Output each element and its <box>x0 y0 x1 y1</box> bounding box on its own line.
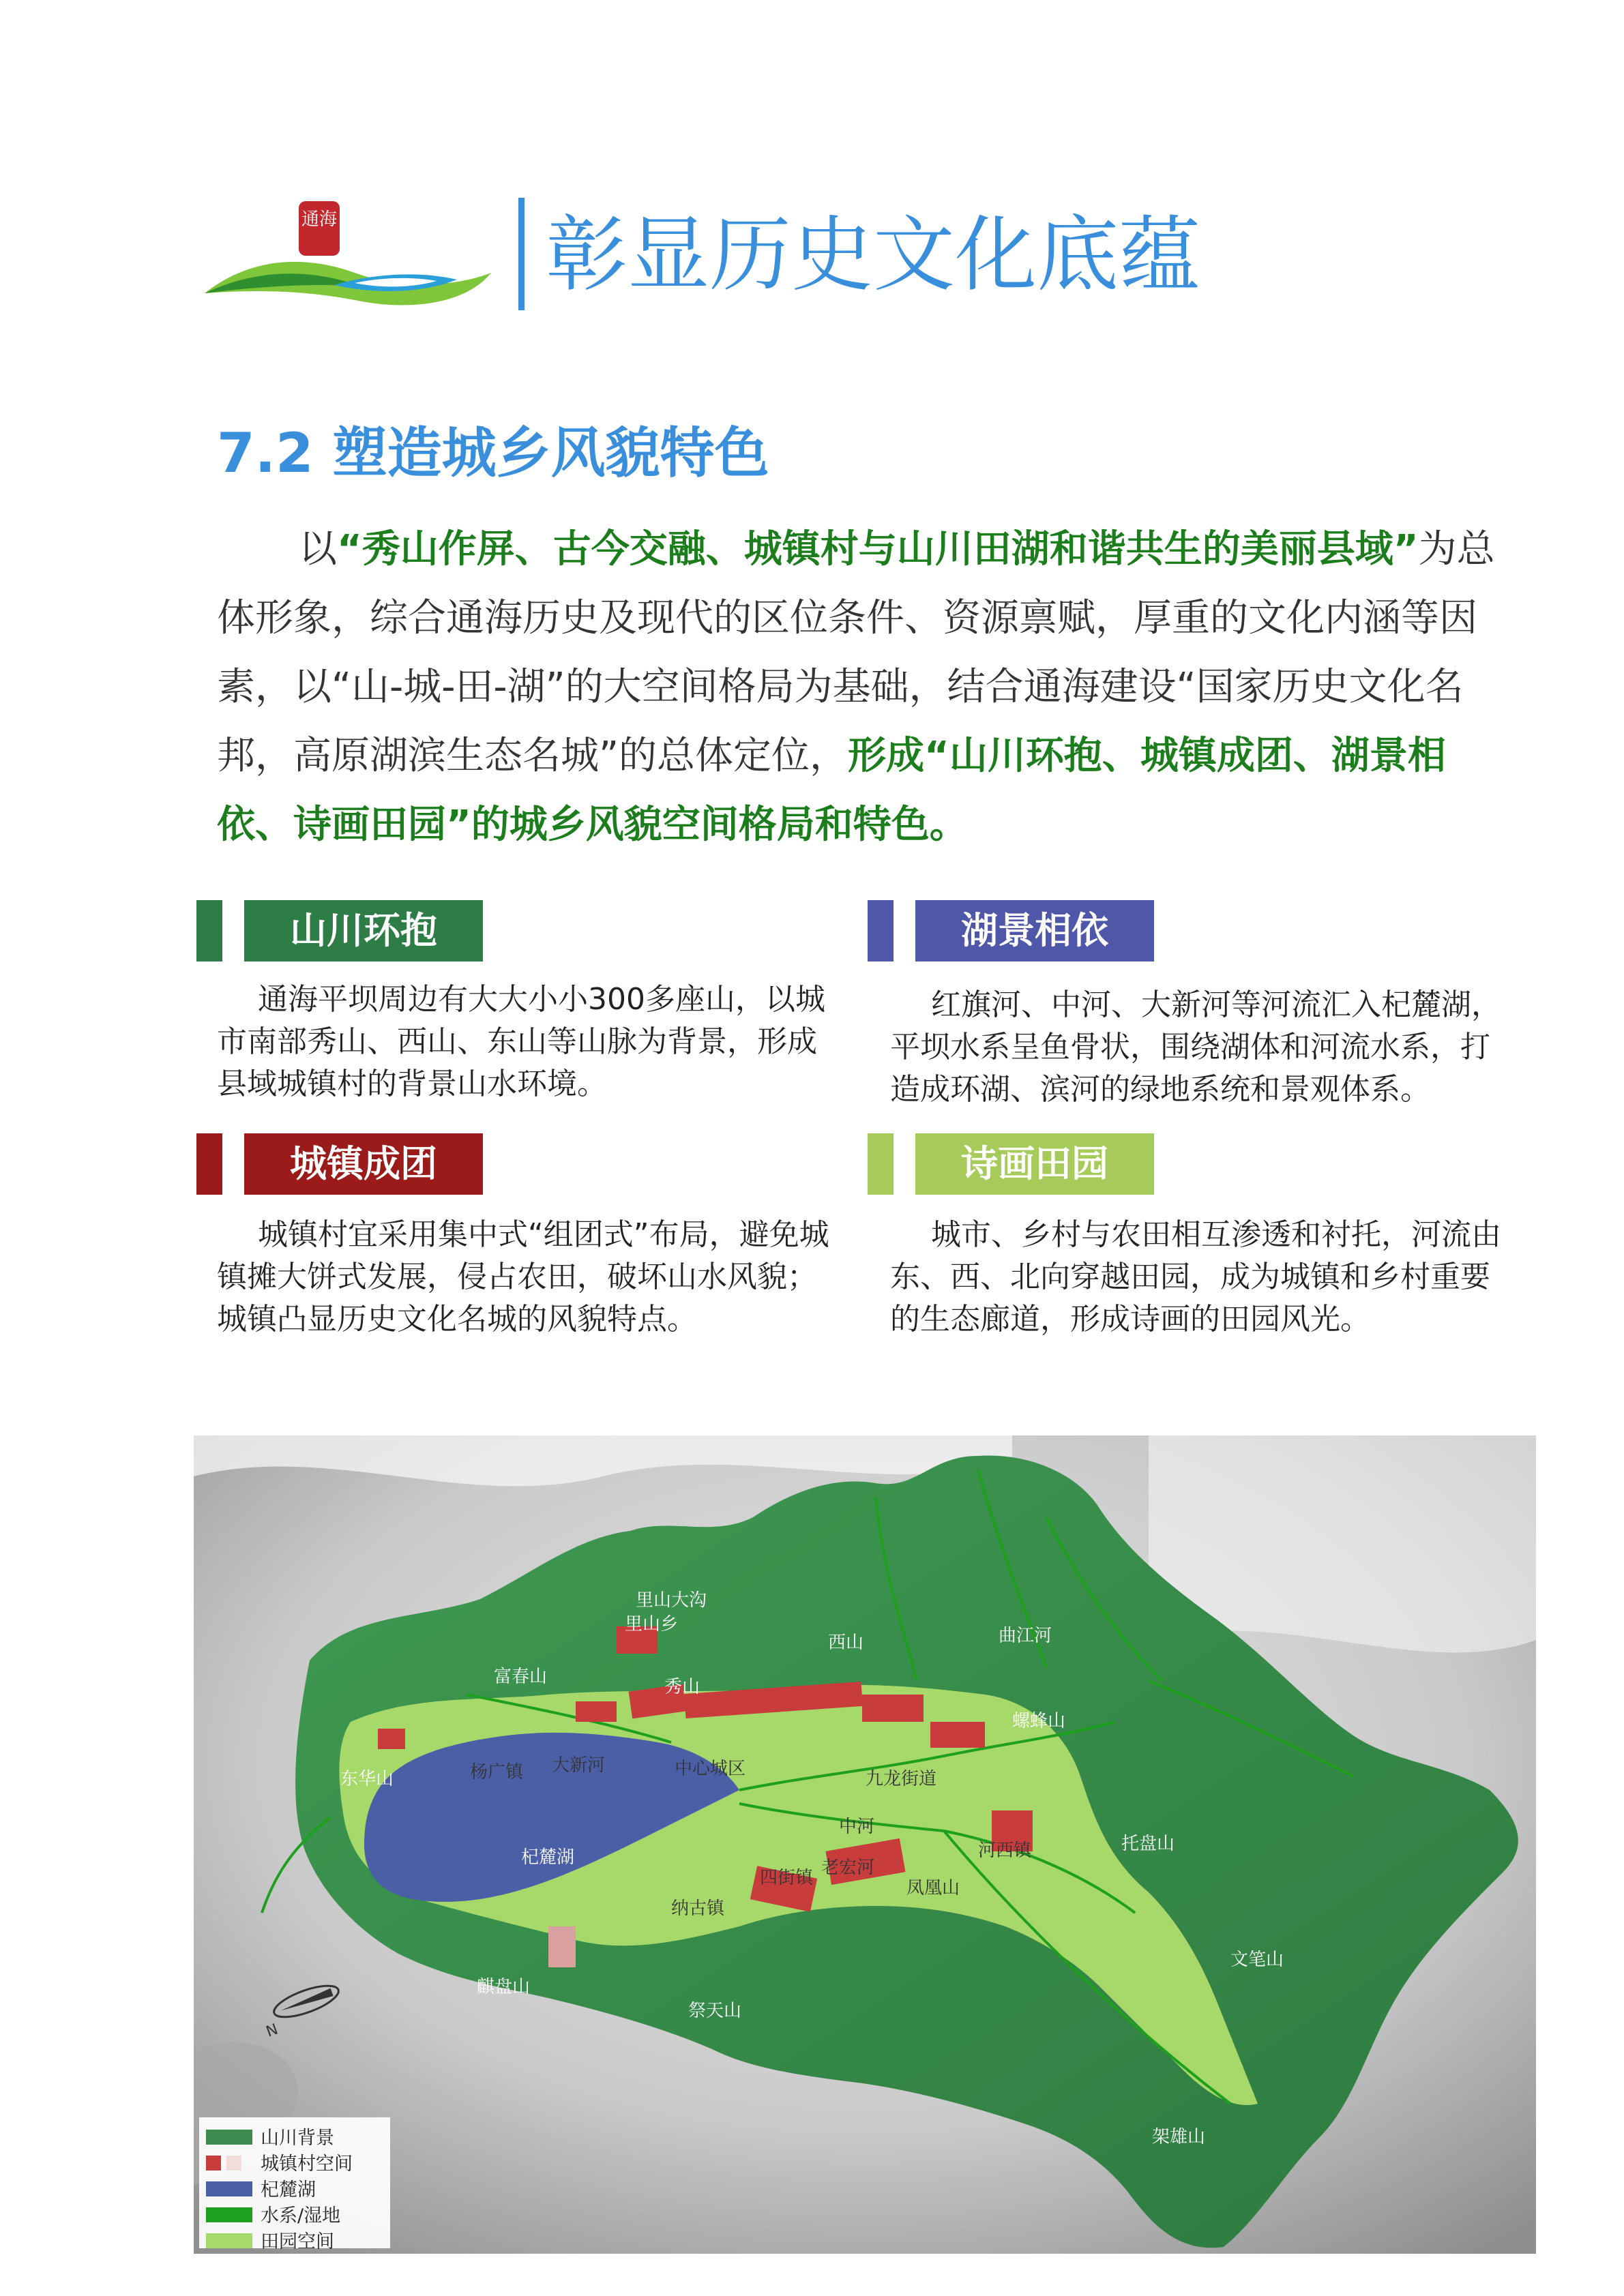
intro-middle: 为总体形象，综合通海历史及现代的区位条件、资源禀赋，厚重的文化内涵等因素，以“山-城-田-湖”的大空间格局为基础，结合通海建设“国家历史文化名邦，高原湖滨生态名城”的总体定位， <box>217 527 1495 778</box>
legend-label-lake: 杞麓湖 <box>261 2179 316 2201</box>
intro-paragraph <box>217 515 1513 859</box>
label-heximzhen: 河西镇 <box>978 1840 1032 1861</box>
svg-text:N: N <box>263 2021 281 2041</box>
feature-label-shanchuan: 山川环抱 <box>244 900 483 961</box>
feature-bar-hujing <box>868 900 894 961</box>
label-qiluhu: 杞麓湖 <box>521 1847 575 1868</box>
legend-label-town: 城镇村空间 <box>261 2153 353 2175</box>
label-qujianghe: 曲江河 <box>999 1626 1052 1646</box>
label-zhongxinchengqu: 中心城区 <box>675 1759 746 1779</box>
feature-label-chengzhen: 城镇成团 <box>244 1133 483 1195</box>
feature-bar-shanchuan <box>196 900 222 961</box>
label-lishandagou: 里山大沟 <box>636 1590 707 1611</box>
label-sizhenzhen: 四街镇 <box>760 1868 814 1888</box>
label-tuopanshan: 托盘山 <box>1121 1834 1175 1854</box>
legend-label-field: 田园空间 <box>261 2231 334 2252</box>
legend-label-water: 水系/湿地 <box>261 2205 341 2226</box>
label-donghuashan: 东华山 <box>340 1769 394 1789</box>
feature-label-hujing: 湖景相依 <box>915 900 1154 961</box>
legend-swatch-field <box>206 2233 252 2248</box>
map-svg <box>194 1435 1536 2254</box>
legend-swatch-mountain <box>206 2130 252 2145</box>
label-fenghuangshan: 凤凰山 <box>906 1878 960 1898</box>
label-yangguangzhen: 杨广镇 <box>470 1762 524 1783</box>
legend-swatch-lake <box>206 2181 252 2196</box>
section-heading: 7.2 塑造城乡风貌特色 <box>217 421 769 485</box>
intro-highlight-2: 形成“山川环抱、城镇成团、湖景相依、诗画田园”的城乡风貌空间格局和特色。 <box>217 734 1446 847</box>
label-zhonghe: 中河 <box>839 1817 875 1837</box>
feature-text-shanchuan: 通海平坝周边有大大小小300多座山，以城市南部秀山、西山、东山等山脉为背景，形成县域城镇村的背景山水环境。 <box>217 982 825 1101</box>
title-accent-bar <box>518 198 525 310</box>
feature-text-tianyuan: 城市、乡村与农田相互渗透和衬托，河流由东、西、北向穿越田园，成为城镇和乡村重要的生态廊道，形成诗画的田园风光。 <box>890 1217 1501 1337</box>
landscape-map <box>194 1435 1536 2254</box>
intro-highlight-1: “秀山作屏、古今交融、城镇村与山川田湖和谐共生的美丽县域” <box>337 527 1419 571</box>
label-jiulongjiedao: 九龙街道 <box>866 1769 937 1789</box>
label-jiaxiongshan: 架雄山 <box>1152 2127 1206 2147</box>
label-nagu: 纳古镇 <box>671 1898 725 1919</box>
label-luofengshan: 螺蜂山 <box>1012 1711 1066 1731</box>
feature-text-chengzhen: 城镇村宜采用集中式“组团式”布局，避免城镇摊大饼式发展，侵占农田，破坏山水风貌；城镇凸显历史文化名城的风貌特点。 <box>217 1217 829 1337</box>
intro-prefix: 以 <box>299 527 337 571</box>
label-laohonghe: 老宏河 <box>821 1858 875 1878</box>
label-fuchunshan: 富春山 <box>494 1667 548 1687</box>
legend-swatch-town-light <box>226 2156 241 2171</box>
map-legend <box>199 2117 390 2252</box>
label-lishanxiang: 里山乡 <box>625 1614 679 1635</box>
feature-bar-tianyuan <box>868 1133 894 1195</box>
label-xiushan: 秀山 <box>664 1677 700 1697</box>
legend-swatch-water <box>206 2207 252 2222</box>
legend-swatch-town <box>206 2156 221 2171</box>
label-xishan: 西山 <box>828 1632 864 1653</box>
label-daxinhe: 大新河 <box>552 1755 606 1776</box>
feature-text-hujing: 红旗河、中河、大新河等河流汇入杞麓湖，平坝水系呈鱼骨状，围绕湖体和河流水系，打造成环湖、滨河的绿地系统和景观体系。 <box>890 987 1501 1107</box>
feature-label-tianyuan: 诗画田园 <box>915 1133 1154 1195</box>
legend-label-mountain: 山川背景 <box>261 2128 334 2149</box>
label-jitianshan: 祭天山 <box>688 2001 742 2021</box>
tonghai-logo <box>198 191 498 314</box>
page-title: 彰显历史文化底蕴 <box>546 208 1200 303</box>
label-wenbishan: 文笔山 <box>1230 1950 1284 1970</box>
feature-bar-chengzhen <box>196 1133 222 1195</box>
label-qipanshan: 麒盘山 <box>477 1977 531 1997</box>
svg-text:通海: 通海 <box>301 209 338 230</box>
